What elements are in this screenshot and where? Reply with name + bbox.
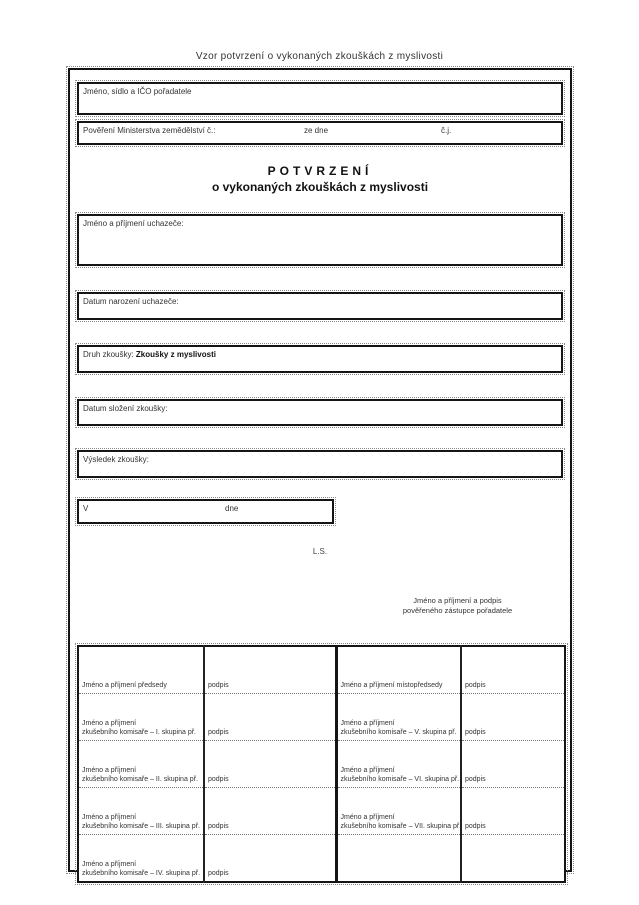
- exam-date-field-label: Datum složení zkoušky:: [83, 404, 168, 413]
- signature-cell-label: podpis: [208, 681, 229, 689]
- signature-cell: [204, 741, 336, 788]
- commission-name-line1: Jméno a příjmení předsedy: [82, 681, 167, 689]
- commission-name-line2: zkušebního komisaře – III. skupina př.: [82, 822, 200, 830]
- signature-cell-label: podpis: [208, 775, 229, 783]
- commission-name-cell: [336, 646, 461, 694]
- place-date-field-box: [77, 499, 334, 524]
- signature-cell: [461, 835, 565, 883]
- signature-cell: [204, 694, 336, 741]
- commission-name-cell: [78, 788, 204, 835]
- commission-name-cell: [336, 835, 461, 883]
- candidate-name-field-label: Jméno a příjmení uchazeče:: [83, 219, 184, 228]
- commission-name-line1: Jméno a příjmení: [82, 720, 137, 727]
- commission-name-line1: Jméno a příjmení: [82, 767, 137, 774]
- commission-name-cell: [78, 694, 204, 741]
- commission-name-line1: Jméno a příjmení: [82, 861, 137, 868]
- signature-cell-label: podpis: [465, 775, 486, 783]
- commission-name-cell: [78, 741, 204, 788]
- organizer-field-label: Jméno, sídlo a IČO pořadatele: [83, 87, 192, 96]
- commission-name-cell: [336, 741, 461, 788]
- exam-type-field-box: [77, 345, 563, 373]
- authorization-ref-label: č.j.: [441, 126, 452, 135]
- candidate-name-field-box: [77, 214, 563, 266]
- commission-name-cell: [336, 788, 461, 835]
- form-heading-line1: POTVRZENÍ: [267, 164, 373, 178]
- document-title: Vzor potvrzení o vykonaných zkouškách z myslivosti: [195, 51, 444, 62]
- date-field-label: dne: [225, 504, 239, 513]
- exam-result-field-label: Výsledek zkoušky:: [83, 455, 149, 464]
- commission-name-cell: [78, 835, 204, 883]
- signature-block: [350, 596, 565, 616]
- commission-name-line1: Jméno a příjmení: [340, 814, 395, 821]
- commission-name-line2: zkušebního komisaře – IV. skupina př.: [82, 869, 201, 877]
- signature-cell-label: podpis: [208, 869, 229, 877]
- exam-type-field-label: [83, 350, 216, 359]
- signature-cell-label: podpis: [465, 681, 486, 689]
- commission-name-line1: Jméno a příjmení: [82, 814, 137, 821]
- signature-cell: [204, 646, 336, 694]
- commission-name-line2: zkušebního komisaře – II. skupina př.: [82, 775, 198, 783]
- table-row: [78, 646, 565, 694]
- exam-type-label-text: Druh zkoušky:: [83, 350, 134, 359]
- signature-cell: [204, 835, 336, 883]
- commission-name-line1: Jméno a příjmení místopředsedy: [340, 681, 443, 689]
- signature-cell-label: podpis: [465, 728, 486, 736]
- commission-name-line2: zkušebního komisaře – I. skupina př.: [82, 728, 197, 736]
- exam-type-value: Zkoušky z myslivosti: [135, 350, 216, 359]
- commission-name-line1: Jméno a příjmení: [340, 720, 395, 727]
- signature-cell-label: podpis: [208, 728, 229, 736]
- birth-date-field-box: [77, 292, 563, 320]
- signature-cell: [204, 788, 336, 835]
- place-field-label: V: [83, 504, 89, 513]
- authorization-field-label: Pověření Ministerstva zemědělství č.:: [83, 126, 216, 135]
- exam-date-field-box: [77, 399, 563, 426]
- signature-cell: [461, 694, 565, 741]
- commission-name-line2: zkušebního komisaře – V. skupina př.: [340, 728, 457, 736]
- table-row: [78, 788, 565, 835]
- table-row: [78, 694, 565, 741]
- authorization-date-label: ze dne: [304, 126, 329, 135]
- organizer-field-box: [77, 82, 563, 115]
- signature-line2: pověřeného zástupce pořadatele: [402, 606, 513, 615]
- seal-mark: L.S.: [312, 547, 328, 556]
- table-row: [78, 741, 565, 788]
- commission-name-cell: [78, 646, 204, 694]
- commission-name-line1: Jméno a příjmení: [340, 767, 395, 774]
- signature-line1: Jméno a příjmení a podpis: [413, 596, 502, 605]
- authorization-field-box: [77, 121, 563, 145]
- form-heading-line2: o vykonaných zkouškách z myslivosti: [211, 180, 429, 194]
- birth-date-field-label: Datum narození uchazeče:: [83, 297, 179, 306]
- signature-cell: [461, 741, 565, 788]
- signature-cell-label: podpis: [208, 822, 229, 830]
- commission-name-cell: [336, 694, 461, 741]
- commission-name-line2: zkušebního komisaře – VII. skupina př.: [340, 822, 462, 830]
- commission-table: [77, 645, 566, 883]
- commission-name-line2: zkušebního komisaře – VI. skupina př.: [340, 775, 460, 783]
- signature-cell: [461, 646, 565, 694]
- signature-cell: [461, 788, 565, 835]
- signature-cell-label: podpis: [465, 822, 486, 830]
- form-heading: [68, 164, 572, 194]
- table-row: [78, 835, 565, 883]
- exam-result-field-box: [77, 450, 563, 478]
